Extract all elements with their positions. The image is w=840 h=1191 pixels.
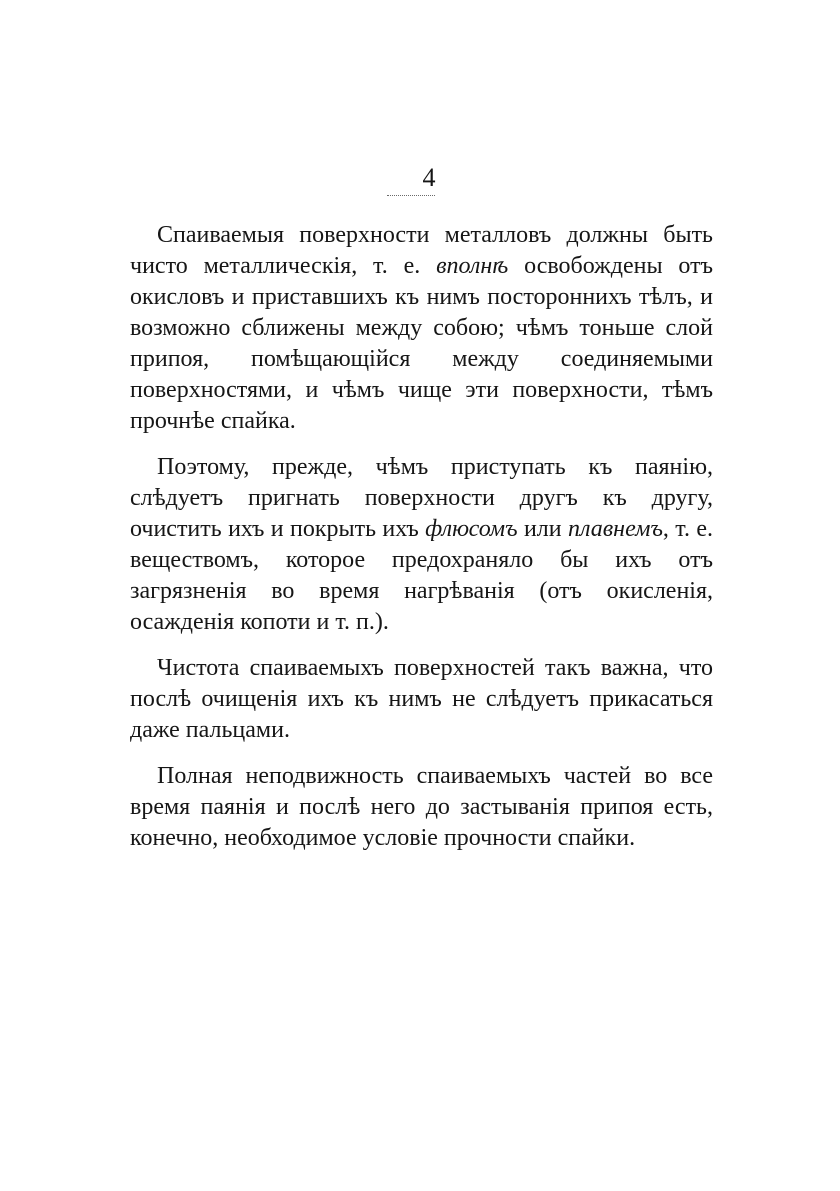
paragraph-3 (130, 653, 713, 746)
paragraph-2-emphasis-flux: флюсомъ (425, 516, 518, 542)
paragraph-1 (130, 220, 713, 437)
paragraph-2-emphasis-flux-alt: плавнемъ (568, 516, 663, 542)
body-text (130, 220, 713, 854)
paragraph-2-text-b: или (517, 516, 568, 542)
page-number: 4 (422, 163, 436, 192)
paragraph-2 (130, 452, 713, 638)
paragraph-4 (130, 761, 713, 854)
page-number-area (0, 164, 840, 192)
page-number-rule (387, 195, 435, 196)
paragraph-1-text-b: освобождены отъ окисловъ и приставшихъ къ нимъ постороннихъ тѣлъ, и возможно сближены между собою; чѣмъ тоньше слой припоя, помѣщающійся между соединяемыми поверхностями, и чѣмъ чище эти поверхности, тѣмъ прочнѣе спайка. (130, 253, 713, 434)
paragraph-2-text-a: Поэтому, прежде, чѣмъ приступать къ паянію, слѣдуетъ пригнать поверхности другъ къ другу, очистить ихъ и покрыть ихъ (130, 454, 713, 542)
paragraph-4-text: Полная неподвижность спаиваемыхъ частей во все время паянія и послѣ него до застыванія припоя есть, конечно, необходимое условіе прочности спайки. (130, 763, 713, 851)
paragraph-3-text: Чистота спаиваемыхъ поверхностей такъ важна, что послѣ очищенія ихъ къ нимъ не слѣдуетъ прикасаться даже пальцами. (130, 655, 713, 743)
paragraph-1-emphasis: вполнѣ (436, 253, 509, 279)
paragraph-1-text-a: Спаиваемыя поверхности металловъ должны быть чисто металлическія, т. е. (130, 222, 713, 279)
paragraph-2-text-c: , т. е. веществомъ, которое предохраняло бы ихъ отъ загрязненія во время нагрѣванія (отъ окисленія, осажденія копоти и т. п.). (130, 516, 713, 635)
